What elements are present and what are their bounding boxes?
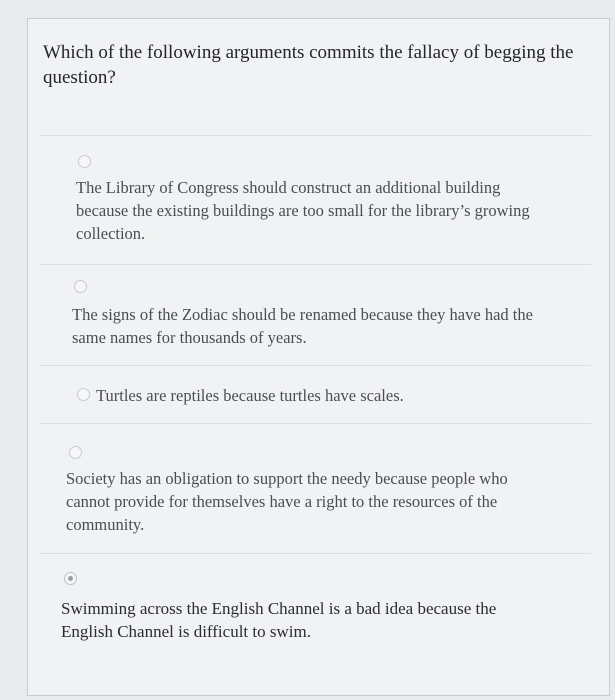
question-card (27, 18, 610, 696)
divider (40, 423, 591, 424)
question-text: Which of the following arguments commits the fallacy of begging the question? (43, 42, 574, 88)
option-1-text[interactable]: The Library of Congress should construct an additional building because the existing buildings are too small for the library’s growing collection. (76, 178, 530, 243)
divider (40, 365, 591, 366)
divider (40, 135, 591, 136)
option-5-radio[interactable] (64, 572, 77, 585)
option-3-radio[interactable] (77, 388, 90, 401)
divider (40, 553, 591, 554)
option-4-text[interactable]: Society has an obligation to support the needy because people who cannot provide for themselves have a right to the resources of the community. (66, 469, 508, 534)
option-2-radio[interactable] (74, 280, 87, 293)
option-5-text[interactable]: Swimming across the English Channel is a bad idea because the English Channel is difficult to swim. (61, 599, 497, 641)
option-4-radio[interactable] (69, 446, 82, 459)
option-1-radio[interactable] (78, 155, 91, 168)
option-2-text[interactable]: The signs of the Zodiac should be renamed because they have had the same names for thousands of years. (72, 305, 533, 347)
option-3-text[interactable]: Turtles are reptiles because turtles have scales. (96, 386, 404, 405)
divider (40, 264, 591, 265)
